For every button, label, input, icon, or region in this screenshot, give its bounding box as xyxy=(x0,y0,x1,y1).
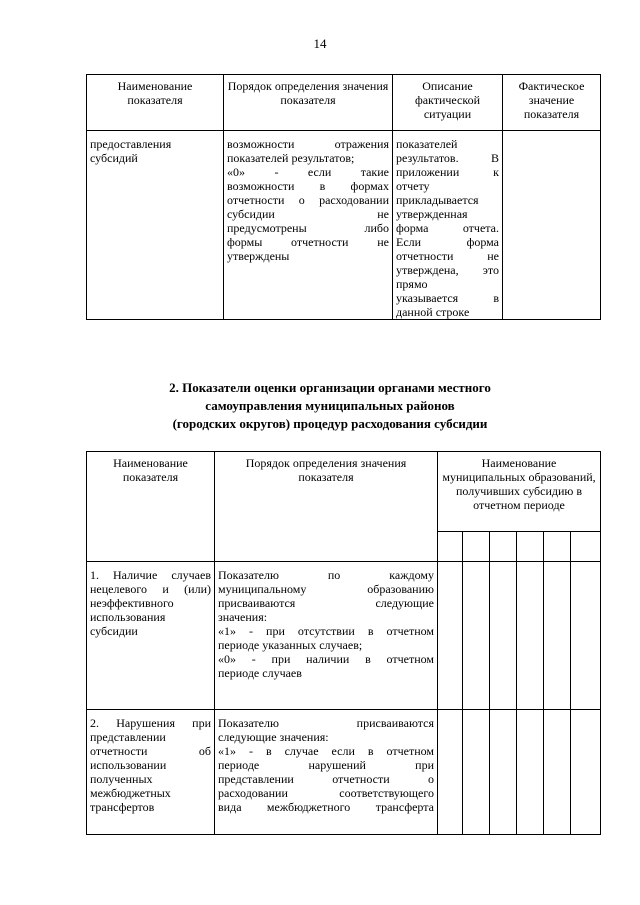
header-indicator-name: Наименование показателя xyxy=(87,452,215,562)
page-number: 14 xyxy=(313,36,327,51)
calculation-method-cell xyxy=(215,710,438,835)
text-line: использования xyxy=(90,610,166,624)
actual-value-cell xyxy=(503,131,601,320)
text-line: прикладывается xyxy=(396,193,479,207)
text-line: периоде случаев xyxy=(218,666,302,680)
section-title-line: самоуправления муниципальных районов xyxy=(205,398,455,413)
section-title-line: (городских округов) процедур расходования субсидии xyxy=(172,416,488,431)
header-situation-description: Описание фактической ситуации xyxy=(393,75,503,131)
municipality-value-cell xyxy=(544,710,571,835)
text-line: «1» - в случае если в отчетном xyxy=(218,744,434,758)
municipality-value-cell xyxy=(544,562,571,710)
municipality-column-cell xyxy=(463,532,490,562)
text-line: возможности отражения xyxy=(227,137,389,151)
text-line: данной строке xyxy=(396,305,470,319)
municipality-value-cell xyxy=(490,562,517,710)
text-line: формы отчетности не xyxy=(227,235,389,249)
table-row xyxy=(87,562,601,710)
situation-description-cell xyxy=(393,131,503,320)
header-actual-value: Фактическое значение показателя xyxy=(503,75,601,131)
text-line: отчетности об xyxy=(90,744,211,758)
municipality-value-cell xyxy=(438,710,463,835)
text-line: приложении к xyxy=(396,165,499,179)
text-line: полученных xyxy=(90,772,153,786)
municipality-column-cell xyxy=(438,532,463,562)
text-line: утверждены xyxy=(227,249,290,263)
calculation-method-cell xyxy=(224,131,393,320)
header-calculation-method: Порядок определения значения показателя xyxy=(215,452,438,562)
text-line: нецелевого и (или) xyxy=(90,582,211,596)
text-line: вида межбюджетного трансферта xyxy=(218,800,434,814)
text-line: следующие значения: xyxy=(218,730,329,744)
text-line: указывается в xyxy=(396,291,499,305)
text-line: представлении отчетности о xyxy=(218,772,434,786)
text-line: возможности в формах xyxy=(227,179,389,193)
text-line: Показателю по каждому xyxy=(218,568,434,582)
text-line: форма отчета. xyxy=(396,221,499,235)
municipality-value-cell xyxy=(571,710,601,835)
text-line: значения: xyxy=(218,610,268,624)
text-line: периоде указанных случаев; xyxy=(218,638,363,652)
text-line: результатов. В xyxy=(396,151,499,165)
table-header-row xyxy=(87,75,601,131)
text-line: периоде нарушений при xyxy=(218,758,434,772)
text-line: «1» - при отсутствии в отчетном xyxy=(218,624,434,638)
text-line: муниципальному образованию xyxy=(218,582,434,596)
section-title-line: 2. Показатели оценки организации органами местного xyxy=(169,380,491,395)
indicator-name-cell xyxy=(87,710,215,835)
municipality-value-cell xyxy=(463,710,490,835)
calculation-method-cell xyxy=(215,562,438,710)
indicator-name-cell xyxy=(87,562,215,710)
municipality-column-cell xyxy=(544,532,571,562)
text-line: представлении xyxy=(90,730,166,744)
text-line: утверждена, это xyxy=(396,263,499,277)
municipality-value-cell xyxy=(463,562,490,710)
header-municipalities: Наименование муниципальных образований, получивших субсидию в отчетном периоде xyxy=(438,452,601,532)
text-line: межбюджетных xyxy=(90,786,171,800)
text-line: прямо xyxy=(396,277,428,291)
municipality-value-cell xyxy=(517,562,544,710)
municipality-value-cell xyxy=(571,562,601,710)
text-line: «0» - при наличии в отчетном xyxy=(218,652,434,666)
municipality-value-cell xyxy=(517,710,544,835)
text-line: 2. Нарушения при xyxy=(90,716,211,730)
text-line: отчетности о расходовании xyxy=(227,193,389,207)
text-line: субсидии не xyxy=(227,207,389,221)
text-line: субсидии xyxy=(90,624,138,638)
text-line: отчету xyxy=(396,179,430,193)
header-calculation-method: Порядок определения значения показателя xyxy=(224,75,393,131)
text-line: использовании xyxy=(90,758,167,772)
text-line: трансфертов xyxy=(90,800,155,814)
text-line: присваиваются следующие xyxy=(218,596,434,610)
municipality-value-cell xyxy=(438,562,463,710)
indicator-name-cell: предоставления субсидий xyxy=(87,131,224,320)
municipality-column-cell xyxy=(517,532,544,562)
text-line: «0» - если такие xyxy=(227,165,389,179)
text-line: Показателю присваиваются xyxy=(218,716,434,730)
text-line: показателей результатов; xyxy=(227,151,355,165)
text-line: неэффективного xyxy=(90,596,174,610)
text-line: Если форма xyxy=(396,235,499,249)
section-title xyxy=(80,379,580,433)
text-line: расходовании соответствующего xyxy=(218,786,434,800)
header-indicator-name: Наименование показателя xyxy=(87,75,224,131)
text-line: предусмотрены либо xyxy=(227,221,389,235)
municipality-column-cell xyxy=(490,532,517,562)
text-line: отчетности не xyxy=(396,249,499,263)
table-row xyxy=(87,710,601,835)
text-line: утвержденная xyxy=(396,207,468,221)
text-line: 1. Наличие случаев xyxy=(90,568,211,582)
municipality-value-cell xyxy=(490,710,517,835)
table-row xyxy=(87,131,601,320)
table-header-row xyxy=(87,452,601,532)
text-line: показателей xyxy=(396,137,458,151)
organization-indicators-table xyxy=(86,451,601,835)
indicators-table-continued xyxy=(86,74,601,320)
municipality-column-cell xyxy=(571,532,601,562)
